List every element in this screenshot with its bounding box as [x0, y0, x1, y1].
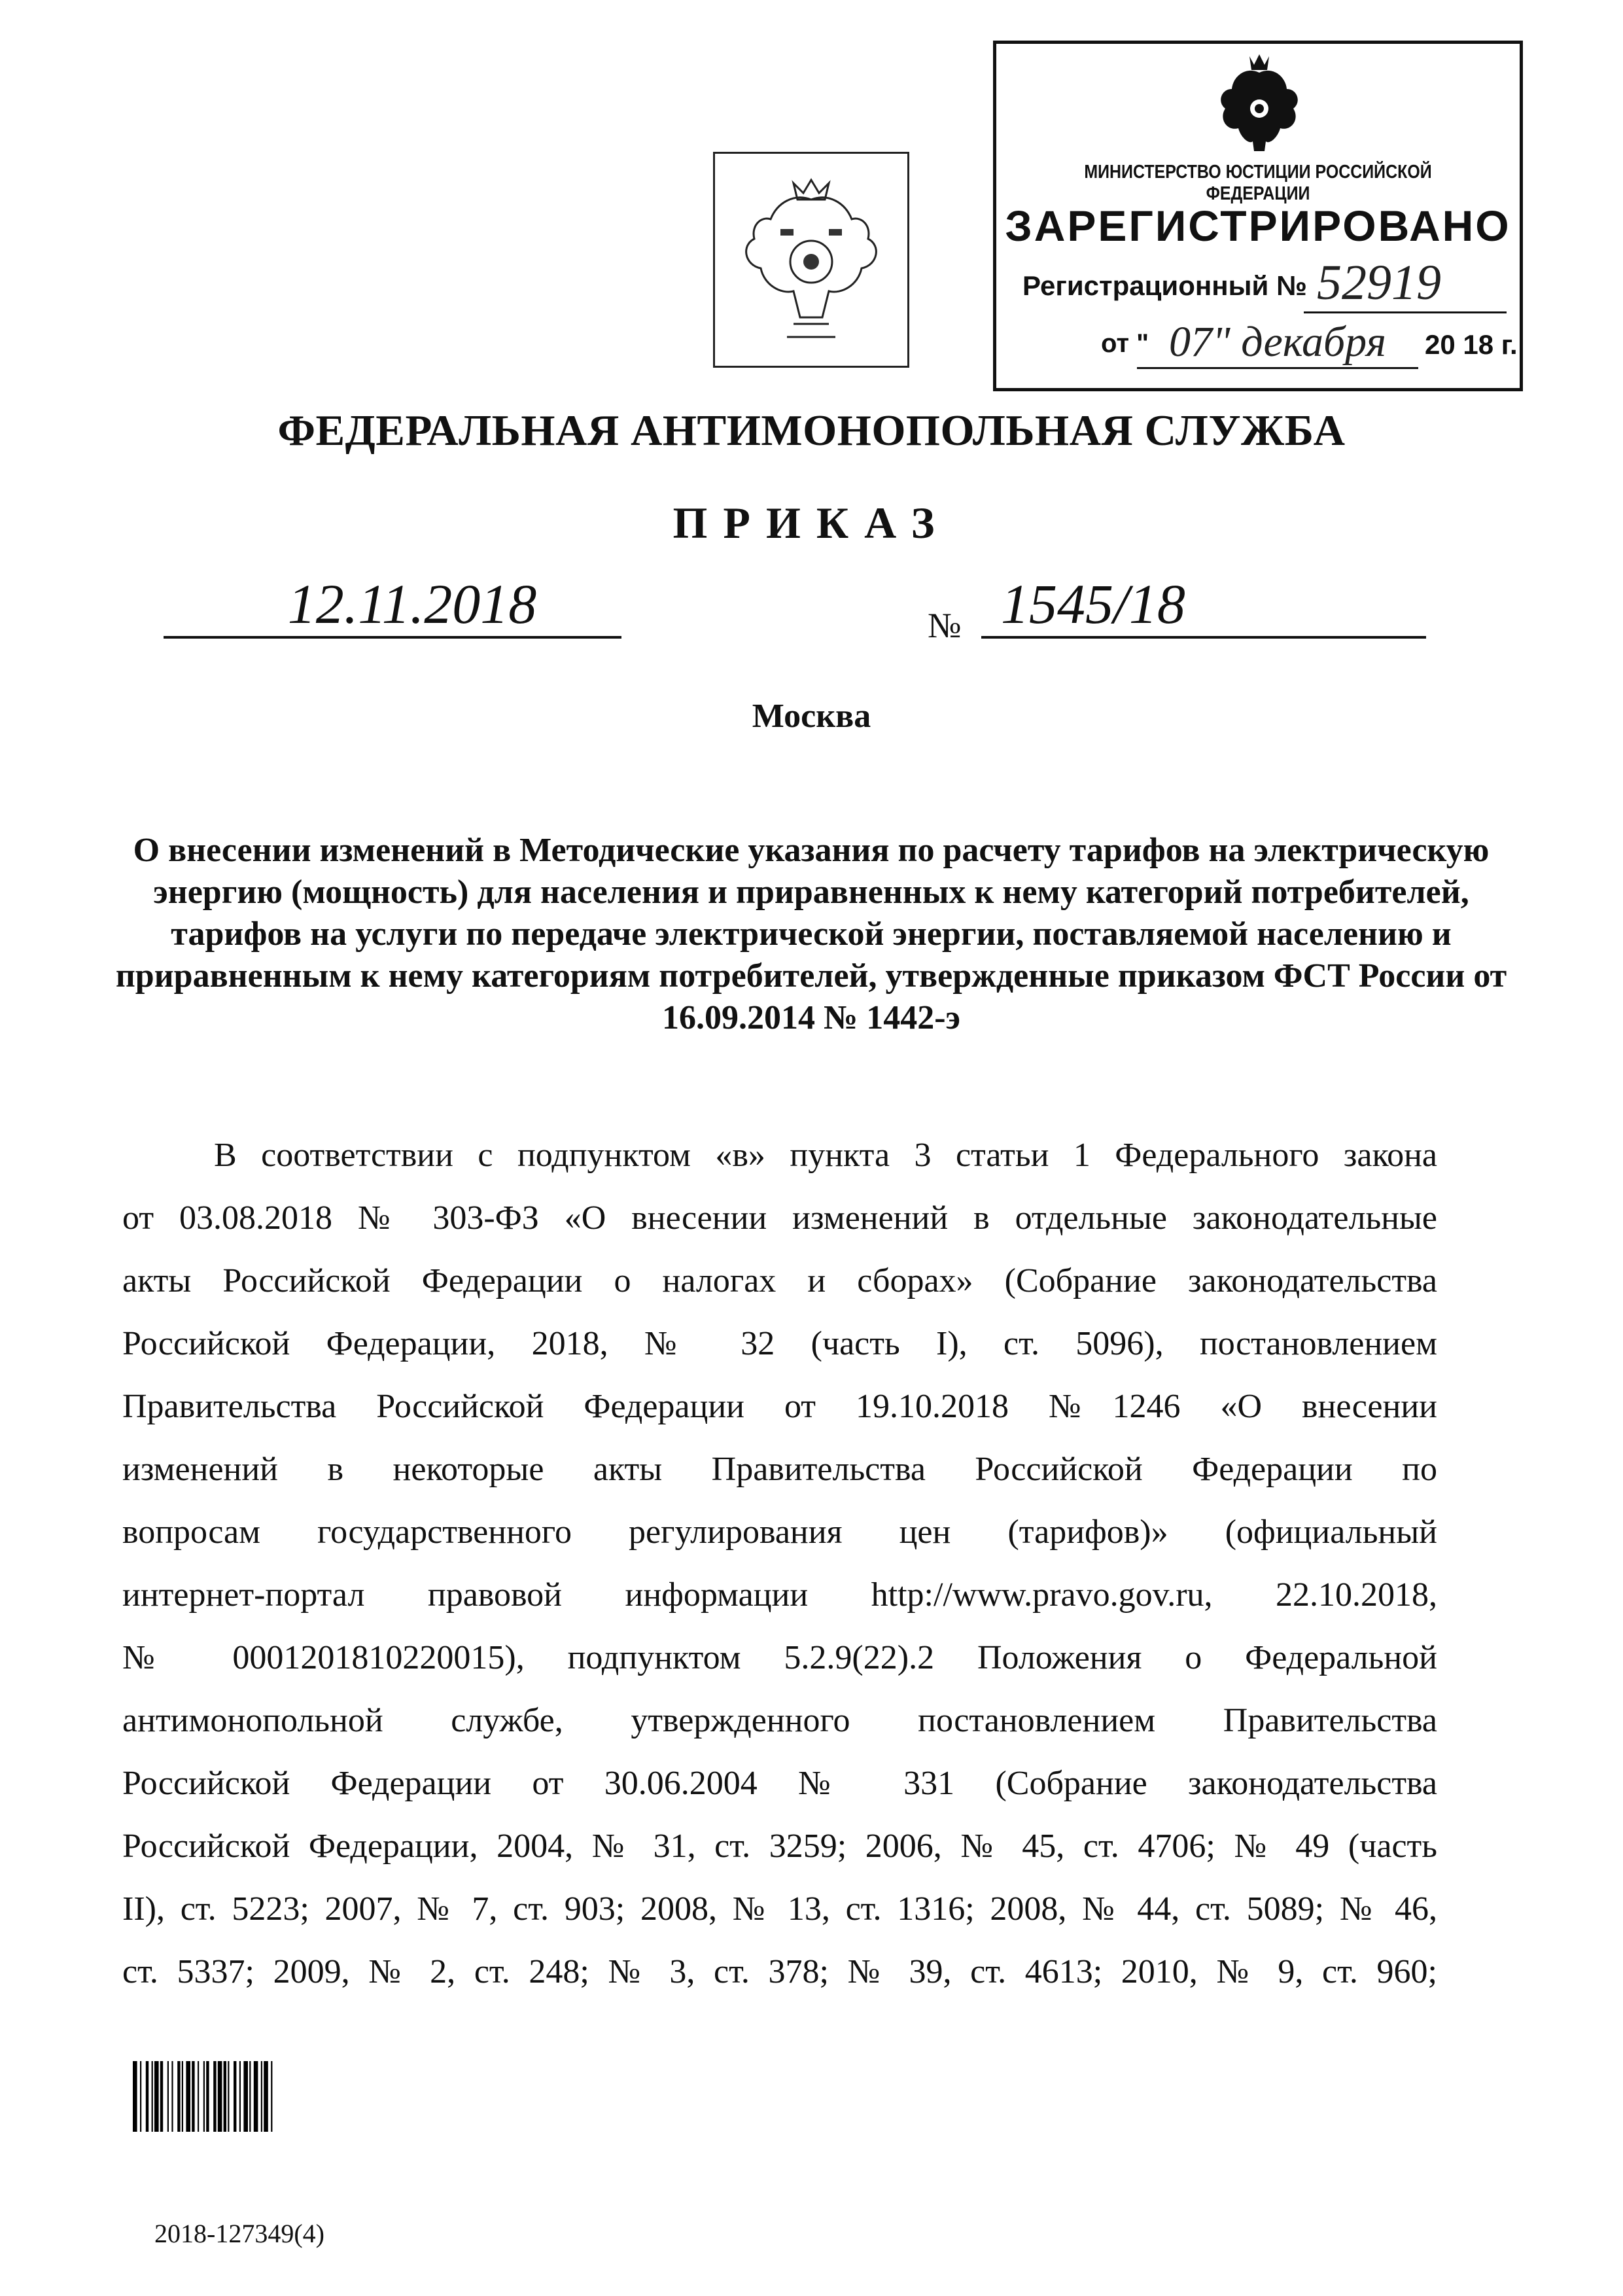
barcode-bar — [140, 2061, 141, 2132]
body-line: интернет-портал правовой информации http://www.pravo.gov.ru, 22.10.2018, — [122, 1576, 1437, 1614]
barcode-bar — [243, 2061, 248, 2132]
coat-of-arms-emblem — [713, 152, 909, 368]
city: Москва — [752, 698, 871, 735]
barcode-bar — [206, 2061, 209, 2132]
barcode-bar — [182, 2061, 183, 2132]
barcode-bar — [171, 2061, 173, 2132]
order-date: 12.11.2018 — [164, 569, 621, 639]
barcode-bar — [239, 2061, 241, 2132]
barcode-bar — [186, 2061, 190, 2132]
stamp-status: ЗАРЕГИСТРИРОВАНО — [1005, 202, 1511, 250]
stamp-date-prefix: от " — [1101, 329, 1149, 358]
stamp-reg-label: Регистрационный № — [1022, 270, 1307, 301]
barcode-bar — [133, 2061, 137, 2132]
barcode-bar — [234, 2061, 236, 2132]
body-line: изменений в некоторые акты Правительства Российской Федерации по — [122, 1451, 1437, 1488]
body-text — [122, 1124, 1437, 2004]
barcode-bar — [254, 2061, 258, 2132]
body-line: В соответствии с подпунктом «в» пункта 3 статьи 1 Федерального закона — [214, 1137, 1437, 1174]
double-headed-eagle-icon — [1213, 53, 1305, 156]
barcode-bar — [228, 2061, 229, 2132]
barcode-bar — [146, 2061, 148, 2132]
stamp-year: 20 18 г. — [1425, 329, 1518, 360]
barcode-bar — [218, 2061, 222, 2132]
registration-stamp — [993, 41, 1523, 391]
document-title: О внесении изменений в Методические указания по расчету тарифов на электрическую энергию (мощность) для населения и приравненных к нему категорий потребителей, тарифов на услуги по передаче электрической энергии, поставляемой населению и приравненным к нему категориям потребителей, утвержденные приказом ФСТ России от 16.09.2014 № 1442-э — [115, 832, 1507, 1036]
body-line: ст. 5337; 2009, № 2, ст. 248; № 3, ст. 378; № 39, ст. 4613; 2010, № 9, ст. 960; — [122, 1953, 1437, 1990]
barcode-bar — [261, 2061, 262, 2132]
body-line: от 03.08.2018 № 303-ФЗ «О внесении изменений в отдельные законодательные — [122, 1199, 1437, 1237]
barcode-bar — [154, 2061, 159, 2132]
barcode-bar — [177, 2061, 180, 2132]
stamp-ministry-name: МИНИСТЕРСТВО ЮСТИЦИИ РОССИЙСКОЙ ФЕДЕРАЦИИ — [1084, 162, 1432, 204]
body-line: Правительства Российской Федерации от 19.10.2018 №1246 «О внесении — [122, 1388, 1437, 1425]
barcode-bar — [224, 2061, 226, 2132]
body-line: № 0001201810220015), подпунктом 5.2.9(22).2 Положения о Федеральной — [122, 1639, 1437, 1676]
document-type: ПРИКАЗ — [672, 498, 951, 548]
russian-coat-of-arms-icon — [715, 154, 907, 366]
barcode-bar — [213, 2061, 216, 2132]
body-line: Российской Федерации, 2018, № 32 (часть I), ст. 5096), постановлением — [122, 1325, 1437, 1362]
barcode-bar — [160, 2061, 163, 2132]
body-line: Российской Федерации, 2004, № 31, ст. 3259; 2006, № 45, ст. 4706; № 49 (часть — [122, 1828, 1437, 1865]
barcode-bar — [264, 2061, 268, 2132]
order-number: 1545/18 — [981, 569, 1426, 639]
body-line: II), ст. 5223; 2007, № 7, ст. 903; 2008, № 13, ст. 1316; 2008, № 44, ст. 5089; № 46, — [122, 1890, 1437, 1928]
number-sign: № — [928, 606, 962, 645]
barcode-bar — [152, 2061, 153, 2132]
barcode-bar — [198, 2061, 199, 2132]
barcode-bar — [192, 2061, 194, 2132]
barcode-bar — [167, 2061, 169, 2132]
agency-name: ФЕДЕРАЛЬНАЯ АНТИМОНОПОЛЬНАЯ СЛУЖБА — [277, 406, 1346, 455]
barcode-icon — [133, 2061, 368, 2132]
body-line: акты Российской Федерации о налогах и сборах» (Собрание законодательства — [122, 1262, 1437, 1299]
stamp-date-value: 07" декабря — [1137, 317, 1418, 369]
body-line: антимонопольной службе, утвержденного постановлением Правительства — [122, 1702, 1437, 1739]
body-line: вопросам государственного регулирования цен (тарифов)» (официальный — [122, 1513, 1437, 1551]
barcode-bar — [203, 2061, 205, 2132]
barcode-bar — [249, 2061, 251, 2132]
barcode-bar — [271, 2061, 272, 2132]
document-code: 2018-127349(4) — [154, 2219, 324, 2248]
body-line: Российской Федерации от 30.06.2004 № 331 (Собрание законодательства — [122, 1765, 1437, 1802]
stamp-reg-number: 52919 — [1304, 255, 1507, 313]
